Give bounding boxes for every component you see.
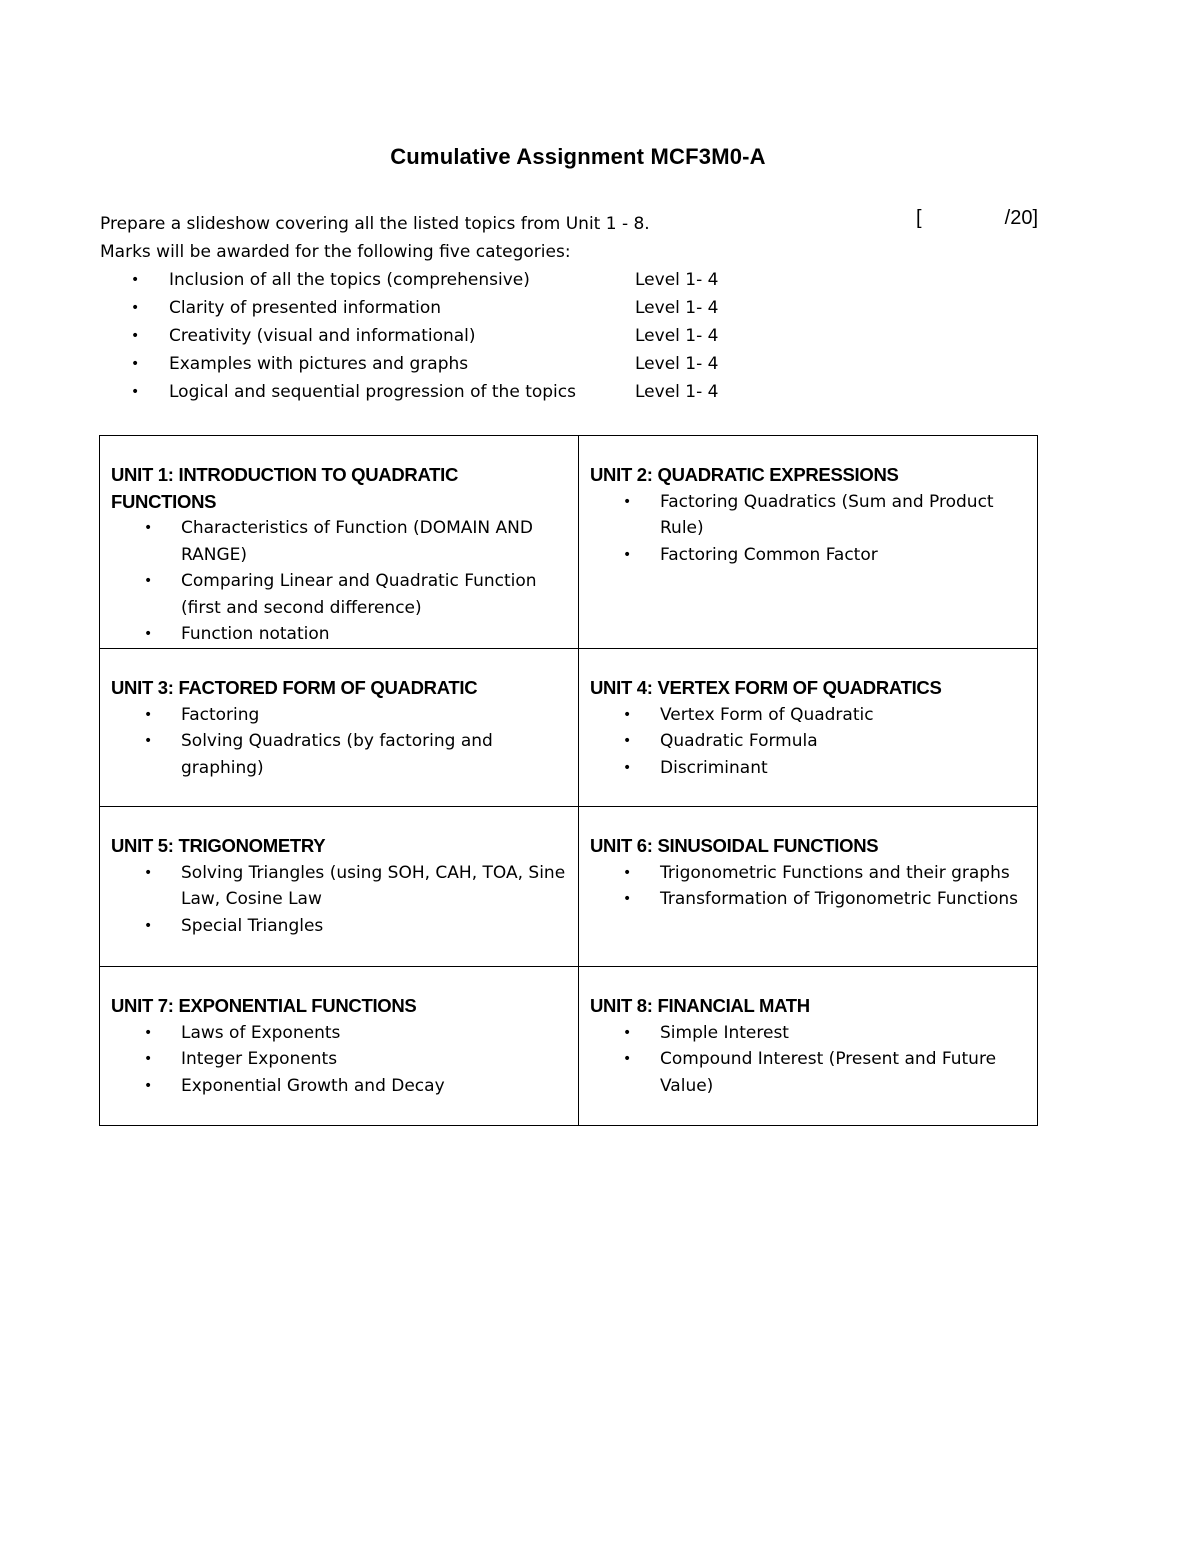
topic-text: Special Triangles [181,915,324,936]
topic-text: Comparing Linear and Quadratic Function (first and second difference) [181,571,537,618]
bullet-icon: • [144,1024,153,1041]
topic-item [590,702,1025,729]
topic-text: Transformation of Trigonometric Functions [660,889,1019,909]
criteria-level: Level 1- 4 [635,298,719,318]
criteria-item [128,266,718,294]
topic-text: Characteristics of Function (DOMAIN AND RANGE) [181,518,533,565]
criteria-list [128,266,718,406]
topic-list [590,1020,1025,1100]
criteria-level: Level 1- 4 [635,326,719,346]
bullet-icon: • [144,864,153,881]
bullet-icon: • [623,546,632,563]
bullet-icon: • [144,1051,153,1067]
topic-list [111,1020,566,1100]
criteria-item [128,350,718,378]
topic-list [111,515,566,648]
bullet-icon: • [144,917,153,934]
topic-item [111,568,566,621]
unit-cell-6 [579,807,1038,967]
topic-text: Solving Triangles (using SOH, CAH, TOA, Sine Law, Cosine Law [181,862,566,909]
topic-item [111,702,566,729]
units-row [100,807,1038,967]
criteria-level: Level 1- 4 [635,354,719,374]
units-row [100,436,1038,649]
unit-cell-7 [100,967,579,1126]
bullet-icon: • [623,1051,632,1067]
unit-title: UNIT 4: VERTEX FORM OF QUADRATICS [590,677,942,698]
topic-item [111,1020,566,1047]
unit-title: UNIT 1: INTRODUCTION TO QUADRATIC FUNCTIONS [111,464,459,512]
units-row [100,649,1038,807]
criteria-label: Clarity of presented information [169,298,442,318]
criteria-level: Level 1- 4 [635,270,719,290]
topic-item [111,621,566,648]
topic-text: Laws of Exponents [181,1022,341,1043]
topic-text: Trigonometric Functions and their graphs [660,862,1010,883]
topic-item [111,1073,566,1100]
bullet-icon: • [131,272,140,288]
instructions [100,210,650,266]
topic-item [111,1046,566,1073]
unit-cell-8 [579,967,1038,1126]
criteria-item [128,378,718,406]
unit-title: UNIT 5: TRIGONOMETRY [111,835,326,856]
instructions-line-2: Marks will be awarded for the following five categories: [100,242,571,262]
bullet-icon: • [131,300,140,316]
score-open-bracket: [ [916,207,922,229]
bullet-icon: • [144,573,153,589]
bullet-icon: • [623,1024,632,1041]
units-row [100,967,1038,1126]
topic-text: Factoring [181,704,260,725]
score-total: /20] [1004,207,1038,229]
bullet-icon: • [623,759,632,776]
topic-item [111,913,566,940]
topic-text: Exponential Growth and Decay [181,1075,445,1096]
bullet-icon: • [623,706,632,723]
bullet-icon: • [144,733,153,749]
topic-list [590,702,1025,782]
criteria-label: Examples with pictures and graphs [169,354,469,374]
criteria-label: Inclusion of all the topics (comprehensive) [169,270,530,290]
topic-item [111,860,566,913]
topic-item [111,515,566,568]
unit-cell-1 [100,436,579,649]
instructions-line-1: Prepare a slideshow covering all the listed topics from Unit 1 - 8. [100,214,650,234]
topic-list [590,860,1025,913]
criteria-item [128,294,718,322]
bullet-icon: • [144,1077,153,1094]
topic-text: Discriminant [660,757,768,778]
score-box [916,207,1038,230]
bullet-icon: • [623,864,632,881]
topic-list [111,860,566,940]
criteria-label: Logical and sequential progression of the topics [169,382,576,402]
topic-item [590,886,1025,913]
unit-cell-2 [579,436,1038,649]
topic-text: Function notation [181,624,330,644]
topic-text: Integer Exponents [181,1049,338,1069]
topic-item [590,728,1025,755]
topic-item [590,542,1025,569]
topic-text: Vertex Form of Quadratic [660,704,874,725]
topic-item [111,728,566,781]
topic-list [590,489,1025,569]
unit-title: UNIT 3: FACTORED FORM OF QUADRATIC [111,677,478,698]
criteria-label: Creativity (visual and informational) [169,326,476,346]
unit-cell-5 [100,807,579,967]
criteria-level: Level 1- 4 [635,382,719,402]
topic-item [590,489,1025,542]
unit-title: UNIT 7: EXPONENTIAL FUNCTIONS [111,995,417,1016]
topic-text: Quadratic Formula [660,731,818,751]
topic-item [590,755,1025,782]
bullet-icon: • [623,733,632,749]
topic-text: Solving Quadratics (by factoring and graphing) [181,731,493,778]
bullet-icon: • [144,520,153,536]
topic-list [111,702,566,782]
topic-text: Factoring Common Factor [660,544,878,565]
unit-title: UNIT 6: SINUSOIDAL FUNCTIONS [590,835,879,856]
bullet-icon: • [144,626,153,642]
unit-title: UNIT 2: QUADRATIC EXPRESSIONS [590,464,899,485]
topic-text: Simple Interest [660,1022,789,1043]
bullet-icon: • [623,493,632,510]
topic-item [590,860,1025,887]
unit-cell-3 [100,649,579,807]
unit-title: UNIT 8: FINANCIAL MATH [590,995,810,1016]
topic-text: Factoring Quadratics (Sum and Product Rule) [660,491,994,538]
criteria-item [128,322,718,350]
unit-cell-4 [579,649,1038,807]
topic-text: Compound Interest (Present and Future Value) [660,1049,997,1096]
bullet-icon: • [144,706,153,723]
bullet-icon: • [131,356,140,372]
bullet-icon: • [623,891,632,907]
page-title: Cumulative Assignment MCF3M0-A [390,144,766,169]
topic-item [590,1046,1025,1099]
topic-item [590,1020,1025,1047]
units-table [99,435,1038,1126]
bullet-icon: • [131,384,140,400]
bullet-icon: • [131,328,140,344]
